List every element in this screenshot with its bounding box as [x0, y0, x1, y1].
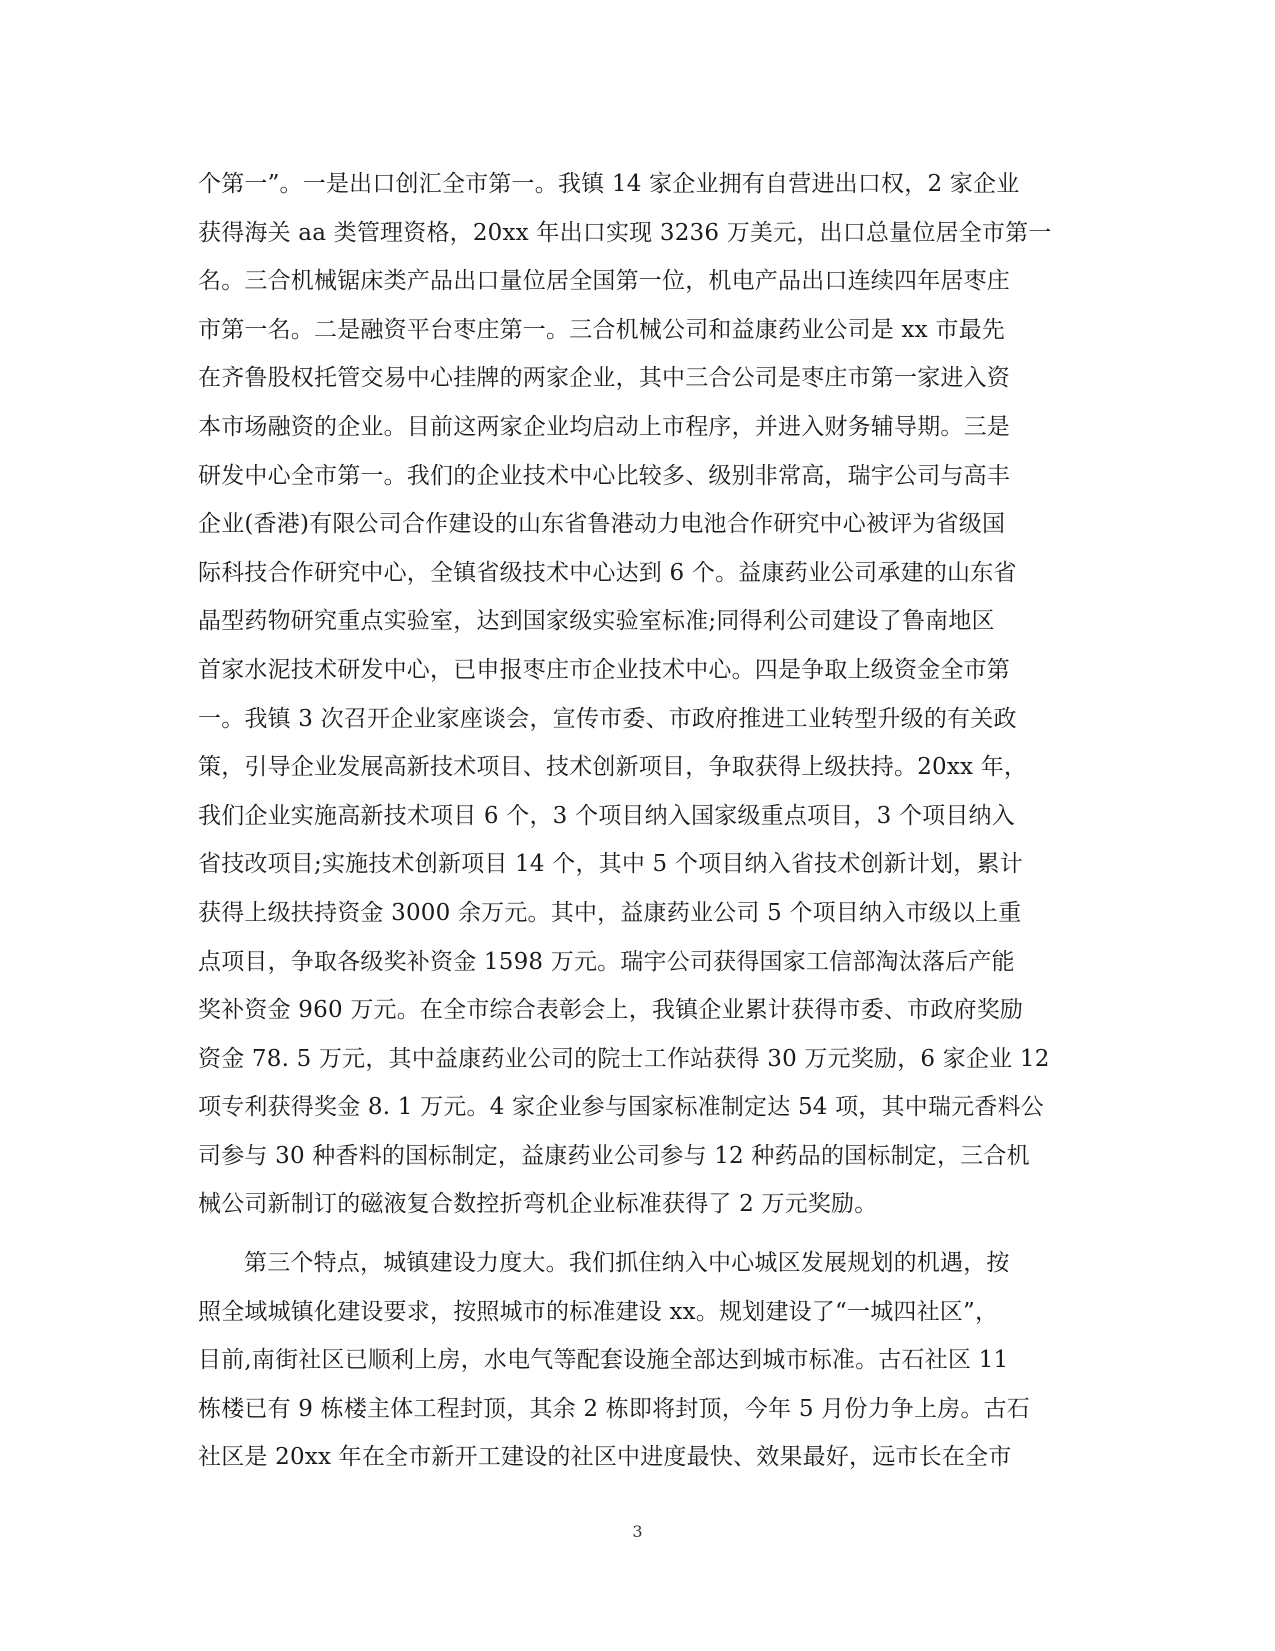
text-line: 省技改项目;实施技术创新项目 14 个，其中 5 个项目纳入省技术创新计划，累计: [198, 851, 1023, 878]
text-line: 名。三合机械锯床类产品出口量位居全国第一位，机电产品出口连续四年居枣庄: [198, 268, 1010, 295]
text-line: 晶型药物研究重点实验室，达到国家级实验室标准;同得利公司建设了鲁南地区: [198, 608, 995, 635]
text-line: 我们企业实施高新技术项目 6 个，3 个项目纳入国家级重点项目，3 个项目纳入: [198, 802, 1015, 829]
body-text: [198, 160, 1098, 1482]
text-line: 企业(香港)有限公司合作建设的山东省鲁港动力电池合作研究中心被评为省级国: [198, 511, 1006, 538]
text-line: 际科技合作研究中心，全镇省级技术中心达到 6 个。益康药业公司承建的山东省: [198, 559, 1017, 586]
text-line: 目前,南街社区已顺利上房，水电气等配套设施全部达到城市标准。古石社区 11: [198, 1347, 1009, 1374]
text-line: 策，引导企业发展高新技术项目、技术创新项目，争取获得上级扶持。20xx 年，: [198, 754, 1028, 781]
text-line: 获得海关 aa 类管理资格，20xx 年出口实现 3236 万美元，出口总量位居全市第一: [198, 219, 1052, 246]
text-line: 首家水泥技术研发中心，已申报枣庄市企业技术中心。四是争取上级资金全市第: [198, 656, 1010, 683]
text-line: 资金 78. 5 万元，其中益康药业公司的院士工作站获得 30 万元奖励，6 家企业 12: [198, 1045, 1050, 1072]
text-line: 一。我镇 3 次召开企业家座谈会，宣传市委、市政府推进工业转型升级的有关政: [198, 705, 1017, 732]
text-line: 第三个特点，城镇建设力度大。我们抓住纳入中心城区发展规划的机遇，按: [244, 1250, 1010, 1277]
text-line: 照全域城镇化建设要求，按照城市的标准建设 xx。规划建设了“一城四社区”，: [198, 1298, 999, 1325]
text-line: 社区是 20xx 年在全市新开工建设的社区中进度最快、效果最好，远市长在全市: [198, 1444, 1012, 1471]
text-line: 在齐鲁股权托管交易中心挂牌的两家企业，其中三合公司是枣庄市第一家进入资: [198, 365, 1010, 392]
text-line: 械公司新制订的磁液复合数控折弯机企业标准获得了 2 万元奖励。: [198, 1191, 878, 1218]
text-line: 获得上级扶持资金 3000 余万元。其中，益康药业公司 5 个项目纳入市级以上重: [198, 899, 1022, 926]
paragraph-1: [198, 160, 1098, 1229]
page-number: 3: [632, 1522, 643, 1541]
text-line: 个第一”。一是出口创汇全市第一。我镇 14 家企业拥有自营进出口权，2 家企业: [198, 171, 1020, 197]
text-line: 司参与 30 种香料的国标制定，益康药业公司参与 12 种药品的国标制定，三合机: [198, 1142, 1030, 1169]
paragraph-2: [198, 1239, 1098, 1482]
text-line: 研发中心全市第一。我们的企业技术中心比较多、级别非常高，瑞宇公司与高丰: [198, 462, 1010, 489]
text-line: 奖补资金 960 万元。在全市综合表彰会上，我镇企业累计获得市委、市政府奖励: [198, 997, 1024, 1024]
text-line: 本市场融资的企业。目前这两家企业均启动上市程序，并进入财务辅导期。三是: [198, 413, 1010, 440]
text-line: 市第一名。二是融资平台枣庄第一。三合机械公司和益康药业公司是 xx 市最先: [198, 316, 1005, 343]
text-line: 点项目，争取各级奖补资金 1598 万元。瑞宇公司获得国家工信部淘汰落后产能: [198, 948, 1015, 975]
text-line: 栋楼已有 9 栋楼主体工程封顶，其余 2 栋即将封顶，今年 5 月份力争上房。古石: [198, 1395, 1030, 1422]
text-line: 项专利获得奖金 8. 1 万元。4 家企业参与国家标准制定达 54 项，其中瑞元香料公: [198, 1094, 1044, 1121]
